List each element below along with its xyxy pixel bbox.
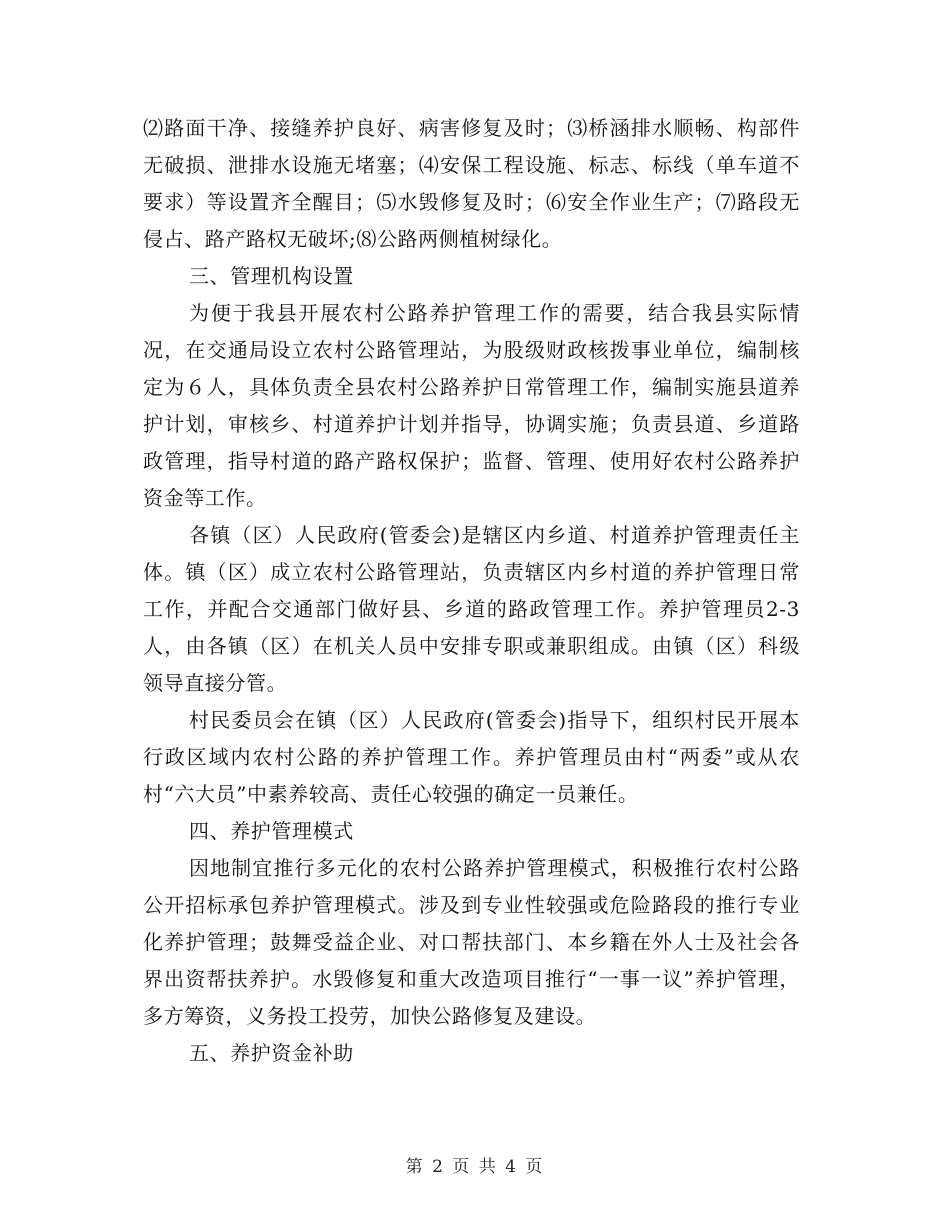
- body-paragraph: 村民委员会在镇（区）人民政府(管委会)指导下，组织村民开展本行政区域内农村公路的养护管理工作。养护管理员由村“两委”或从农村“六大员”中素养较高、责任心较强的确定一员兼任。: [143, 708, 800, 806]
- body-paragraph: 各镇（区）人民政府(管委会)是辖区内乡道、村道养护管理责任主体。镇（区）成立农村公路管理站，负责辖区内乡村道的养护管理日常工作，并配合交通部门做好县、乡道的路政管理工作。养护管理员2-3人，由各镇（区）在机关人员中安排专职或兼职组成。由镇（区）科级领导直接分管。: [143, 523, 800, 695]
- document-body: [143, 110, 800, 1072]
- body-paragraph: ⑵路面干净、接缝养护良好、病害修复及时；⑶桥涵排水顺畅、构部件无破损、泄排水设施无堵塞；⑷安保工程设施、标志、标线（单车道不要求）等设置齐全醒目；⑸水毁修复及时；⑹安全作业生产；⑺路段无侵占、路产路权无破坏;⑻公路两侧植树绿化。: [143, 116, 800, 251]
- page-number-footer: 第 2 页 共 4 页: [405, 1157, 545, 1177]
- section-heading: 四、养护管理模式: [189, 819, 354, 843]
- section-heading: 五、养护资金补助: [189, 1041, 354, 1065]
- section-heading: 三、管理机构设置: [189, 264, 354, 288]
- body-paragraph: 为便于我县开展农村公路养护管理工作的需要，结合我县实际情况，在交通局设立农村公路管理站，为股级财政核拨事业单位，编制核定为６人，具体负责全县农村公路养护日常管理工作，编制实施县道养护计划，审核乡、村道养护计划并指导，协调实施；负责县道、乡道路政管理，指导村道的路产路权保护；监督、管理、使用好农村公路养护资金等工作。: [143, 301, 800, 510]
- body-paragraph: 因地制宜推行多元化的农村公路养护管理模式，积极推行农村公路公开招标承包养护管理模式。涉及到专业性较强或危险路段的推行专业化养护管理；鼓舞受益企业、对口帮扶部门、本乡籍在外人士及社会各界出资帮扶养护。水毁修复和重大改造项目推行“一事一议”养护管理，多方筹资，义务投工投劳，加快公路修复及建设。: [143, 856, 800, 1028]
